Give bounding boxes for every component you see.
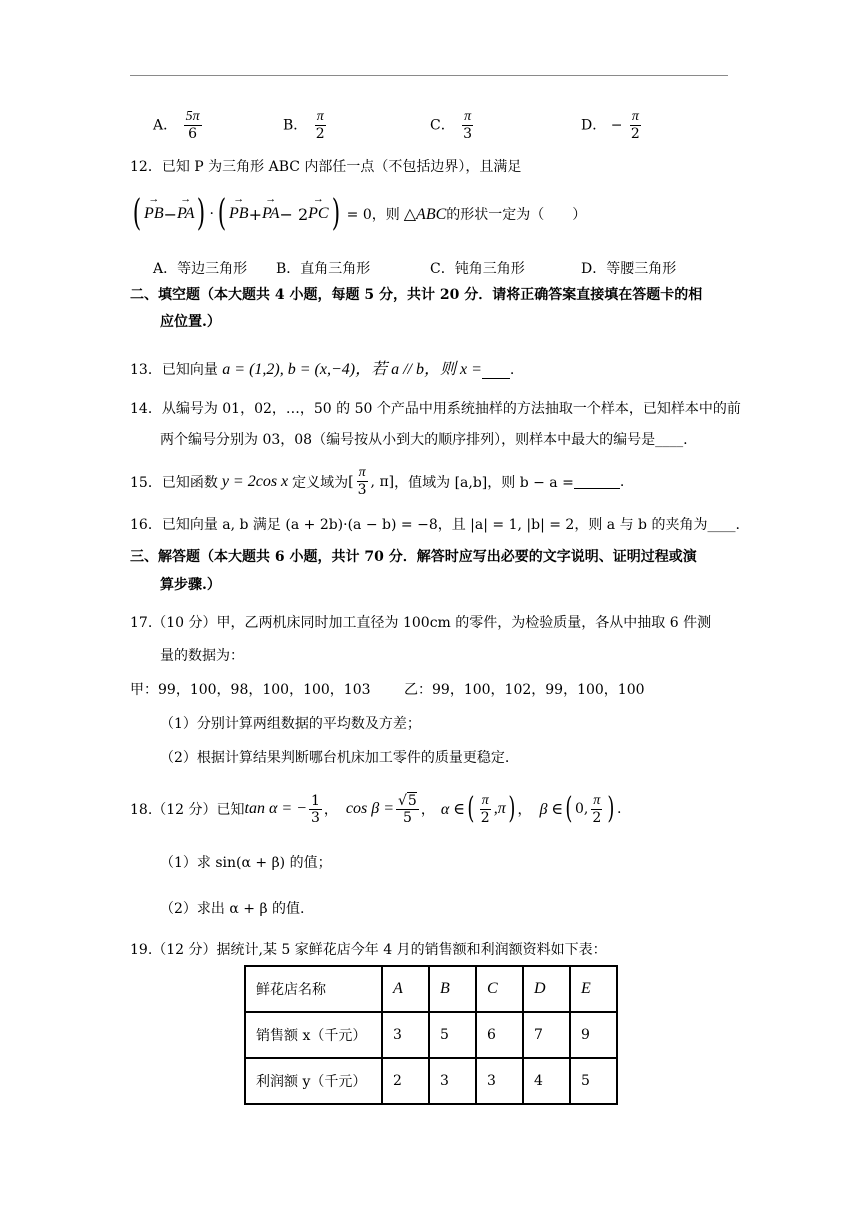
fraction: [184, 109, 202, 142]
denominator: 2: [480, 809, 490, 826]
left-paren: (: [565, 791, 573, 826]
table-cell: 2: [382, 1058, 429, 1104]
q17-line2: 量的数据为：: [160, 648, 244, 664]
triangle-name: △ABC: [403, 206, 447, 223]
q12-expression: [130, 194, 586, 234]
left-paren: (: [217, 193, 227, 234]
numerator: π: [631, 109, 639, 124]
domain-close: , π]: [370, 473, 395, 490]
period: .: [616, 801, 622, 817]
q15-mid: 定义域为: [292, 474, 349, 491]
q14-line2: 两个编号分别为 03，08（编号按从小到大的顺序排列），则样本中最大的编号是____.: [160, 432, 688, 448]
table-row: [245, 1012, 617, 1058]
fraction: [309, 793, 322, 826]
right-paren: ): [331, 193, 340, 234]
plus: +: [248, 204, 262, 224]
table-cell: E: [570, 966, 617, 1012]
bracket-open: [: [348, 473, 354, 490]
fraction: [314, 109, 327, 142]
beta-in: β ∈: [539, 801, 564, 818]
table-row: [245, 1058, 617, 1104]
q17-sub2: （2）根据计算结果判断哪台机床加工零件的质量更稳定.: [160, 750, 510, 766]
vector-pb: → PB: [144, 205, 164, 223]
table-cell: 5: [570, 1058, 617, 1104]
table-cell: 6: [476, 1012, 523, 1058]
q12-option-c: C．钝角三角形: [430, 261, 525, 277]
q14-line1: 14．从编号为 01，02，…，50 的 50 个产品中用系统抽样的方法抽取一个样本，已知样本中的前: [130, 401, 741, 417]
table-cell: 9: [570, 1012, 617, 1058]
q17-data-yi: 乙：99，100，102，99，100，100: [404, 682, 645, 698]
vector-pc: → PC: [308, 205, 328, 223]
left-paren: (: [132, 193, 142, 234]
q13-prefix: 13．已知向量: [130, 362, 218, 378]
fraction: [356, 465, 369, 498]
table-cell: 3: [429, 1058, 476, 1104]
q15-end: .: [619, 473, 625, 490]
q18-sub1: （1）求 sin(α + β) 的值；: [160, 855, 332, 871]
question-tail: 的形状一定为（ ）: [446, 207, 587, 223]
right-paren: ): [197, 193, 206, 234]
q11-option-b: [283, 109, 329, 142]
flower-shop-table: [244, 965, 618, 1105]
q13-end: .: [509, 362, 515, 378]
q18-stem: [130, 784, 621, 834]
denominator: 3: [310, 809, 320, 826]
numerator: 1: [310, 792, 320, 809]
answer-blank: [574, 474, 620, 489]
expr-tail: = 0，则: [346, 207, 400, 223]
cos-expression: cos β =: [345, 800, 394, 817]
q15-prefix: 15．已知函数: [130, 474, 218, 491]
q13-math: a = (1,2), b = (x,−4)，若 a // b，则 x =: [222, 361, 482, 378]
left-paren: (: [467, 791, 475, 826]
option-label: A．: [153, 117, 178, 134]
numerator-sqrt5: √5: [397, 792, 417, 809]
comma: ，: [517, 802, 532, 818]
comma: ，: [323, 802, 338, 818]
fraction: [479, 793, 492, 826]
q15: [130, 465, 624, 498]
q12-option-d: D．等腰三角形: [581, 261, 677, 277]
q15-tail: ，值域为 [a,b]，则 b − a =: [394, 474, 574, 491]
denominator: 3: [357, 482, 367, 498]
fraction: [461, 109, 474, 142]
numerator: π: [593, 792, 601, 808]
table-cell: 鲜花店名称: [245, 966, 382, 1012]
comma: ，: [420, 802, 435, 818]
q17-sub1: （1）分别计算两组数据的平均数及方差；: [160, 716, 421, 732]
numerator: π: [316, 109, 324, 124]
header-rule: [130, 75, 728, 76]
vector-pb: → PB: [229, 205, 249, 223]
denominator: 2: [315, 126, 325, 142]
table-cell: 4: [523, 1058, 570, 1104]
table-cell: 3: [476, 1058, 523, 1104]
q12-stem: 12．已知 P 为三角形 ABC 内部任一点（不包括边界），且满足: [130, 159, 522, 175]
table-cell: 利润额 y（千元）: [245, 1058, 382, 1104]
table-cell: B: [429, 966, 476, 1012]
section-solution-title-cont: 算步骤.）: [160, 577, 221, 593]
minus: −: [163, 204, 177, 224]
answer-blank: [482, 364, 510, 379]
q12-option-a: A．等边三角形: [153, 261, 248, 277]
right-paren: ): [508, 791, 516, 826]
dot: ·: [209, 206, 214, 222]
table-row: [245, 966, 617, 1012]
denominator: 2: [630, 126, 640, 142]
q12-option-b: B．直角三角形: [276, 261, 371, 277]
option-label: B．: [283, 117, 308, 134]
table-cell: D: [523, 966, 570, 1012]
vector-pa: → PA: [177, 205, 194, 223]
table-cell: 7: [523, 1012, 570, 1058]
table-cell: 3: [382, 1012, 429, 1058]
right-paren: ): [607, 791, 615, 826]
q15-function: y = 2cos x: [221, 472, 289, 490]
table-cell: C: [476, 966, 523, 1012]
table-cell: 5: [429, 1012, 476, 1058]
minus: − 2: [279, 204, 309, 224]
fraction: [590, 793, 603, 826]
fraction: [629, 109, 642, 142]
q11-option-a: [153, 109, 204, 142]
option-label: D．: [581, 117, 607, 134]
q19-stem: 19.（12 分）据统计,某 5 家鲜花店今年 4 月的销售额和利润额资料如下表：: [130, 942, 607, 958]
numerator: π: [464, 109, 472, 124]
numerator: π: [481, 792, 489, 808]
denominator: 6: [188, 126, 198, 142]
q11-option-d: [581, 109, 644, 142]
tan-expression: tan α = −: [244, 800, 307, 817]
option-label: C．: [430, 117, 455, 134]
denominator: 2: [592, 809, 602, 826]
table-cell: A: [382, 966, 429, 1012]
pi-end: ,π: [493, 800, 506, 817]
q11-option-c: [430, 109, 476, 142]
q18-prefix: 18.（12 分）已知: [130, 802, 245, 818]
vector-pa: → PA: [262, 205, 279, 223]
minus-sign: −: [610, 117, 623, 134]
numerator: π: [358, 465, 366, 480]
numerator: 5π: [185, 109, 200, 124]
q16: 16．已知向量 a, b 满足 (a + 2b)·(a − b) = −8，且 |a| = 1, |b| = 2，则 a 与 b 的夹角为____.: [130, 517, 740, 533]
table-cell: 销售额 x（千元）: [245, 1012, 382, 1058]
fraction: [396, 793, 419, 826]
q17-line1: 17.（10 分）甲，乙两机床同时加工直径为 100cm 的零件，为检验质量，各从中抽取 6 件测: [130, 615, 712, 631]
denominator: 5: [402, 809, 412, 826]
q17-data-jia: 甲：99，100，98，100，100，103: [130, 682, 371, 698]
q18-sub2: （2）求出 α + β 的值.: [160, 901, 305, 917]
denominator: 3: [463, 126, 473, 142]
section-fill-blank-title-cont: 应位置.）: [160, 314, 221, 330]
q13: [130, 356, 514, 379]
section-solution-title: 三、解答题（本大题共 6 小题，共计 70 分．解答时应写出必要的文字说明、证明过程或演: [130, 549, 697, 565]
alpha-in: α ∈: [440, 801, 466, 818]
zero: 0,: [574, 801, 589, 817]
section-fill-blank-title: 二、填空题（本大题共 4 小题，每题 5 分，共计 20 分．请将正确答案直接填在答题卡的相: [130, 287, 703, 303]
